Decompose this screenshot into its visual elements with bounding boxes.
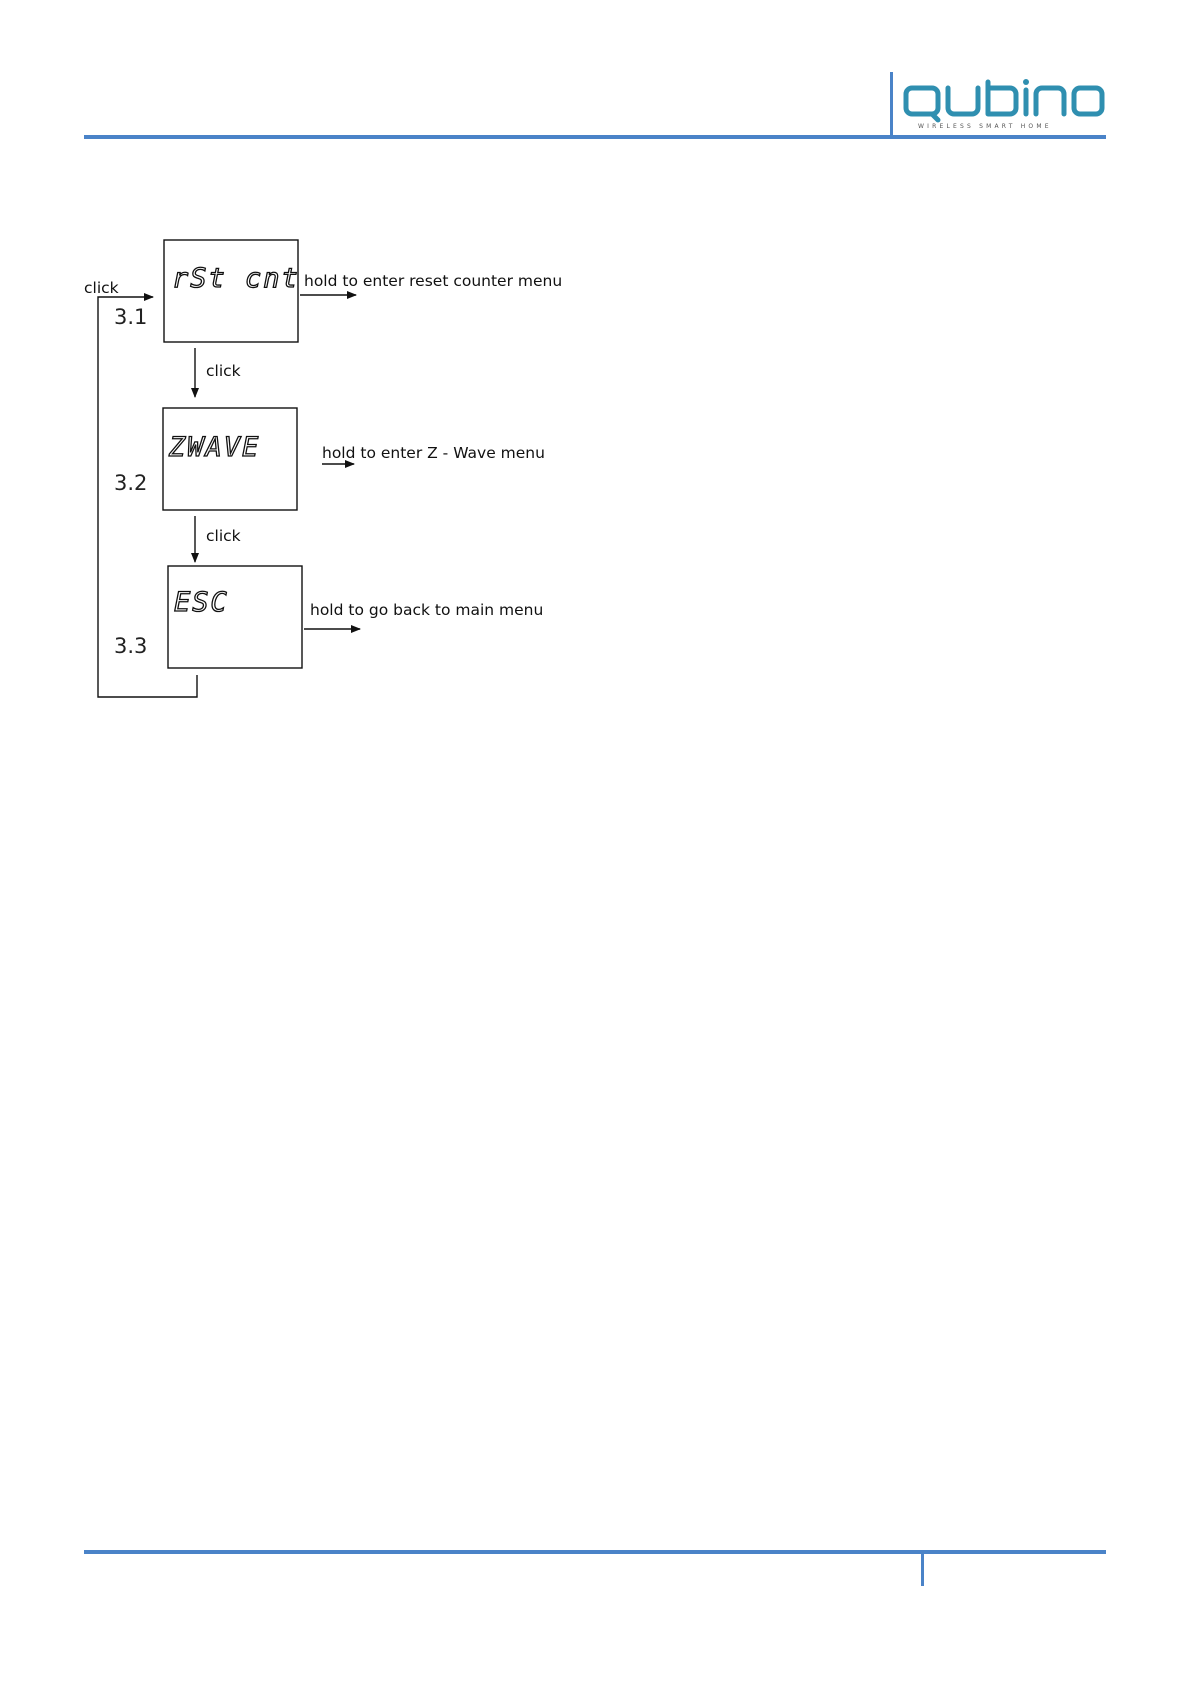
- qubino-logo: [898, 76, 1110, 132]
- step-number-3-1: 3.1: [114, 305, 148, 329]
- menu-flow-diagram: [70, 220, 590, 720]
- action-label-3-2: hold to enter Z - Wave menu: [322, 444, 545, 462]
- lcd-text-3-2: ZWAVE: [169, 432, 261, 463]
- lcd-text-3-1: rSt cnt: [172, 263, 300, 294]
- logo-i-dot: [1023, 79, 1029, 85]
- footer-rule: [84, 1550, 1106, 1554]
- footer-divider: [921, 1550, 924, 1586]
- entry-click-label: click: [84, 279, 119, 297]
- logo-wordmark: qubino: [898, 76, 902, 77]
- logo-tagline: WIRELESS SMART HOME: [918, 123, 1052, 130]
- header-divider: [890, 72, 893, 136]
- header-rule: [84, 135, 1106, 139]
- transition-label-2: click: [206, 527, 241, 545]
- transition-label-1: click: [206, 362, 241, 380]
- step-number-3-2: 3.2: [114, 471, 148, 495]
- step-number-3-3: 3.3: [114, 634, 148, 658]
- action-label-3-3: hold to go back to main menu: [310, 601, 544, 619]
- lcd-text-3-3: ESC: [174, 587, 229, 618]
- action-label-3-1: hold to enter reset counter menu: [304, 272, 563, 290]
